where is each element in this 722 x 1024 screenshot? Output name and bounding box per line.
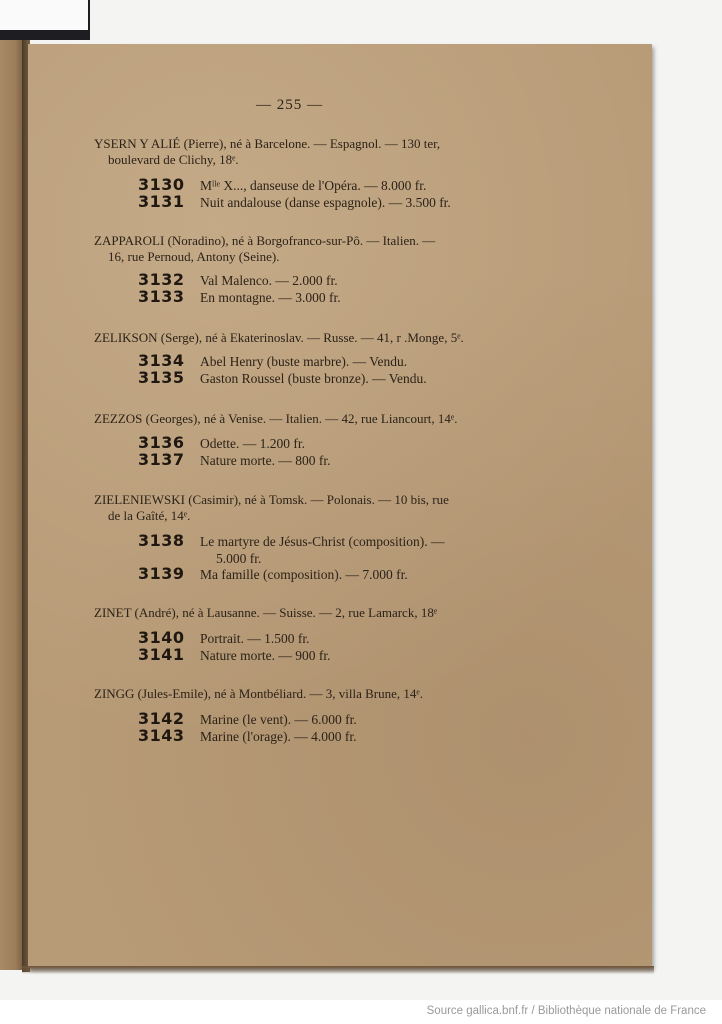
entry-number: 3132 xyxy=(138,270,185,289)
catalogue-entry xyxy=(138,646,330,664)
entry-title: Marine (l'orage). — 4.000 fr. xyxy=(200,729,357,744)
entry-title: Nature morte. — 900 fr. xyxy=(200,648,331,663)
entry-title: Nuit andalouse (danse espagnole). — 3.500 fr. xyxy=(200,195,451,210)
catalogue-entry xyxy=(138,288,341,306)
entry-price: 5.000 fr. xyxy=(216,551,262,566)
artist-line: ZINGG (Jules-Emile), né à Montbéliard. — 3, villa Brune, 14ᵉ. xyxy=(94,686,423,701)
artist-header xyxy=(94,686,423,702)
entry-title: Le martyre de Jésus-Christ (composition). — xyxy=(200,534,445,549)
entry-title: Gaston Roussel (buste bronze). — Vendu. xyxy=(200,371,427,386)
artist-address: de la Gaîté, 14ᵉ. xyxy=(108,508,191,523)
catalogue-entry xyxy=(138,451,330,469)
cover-flyleaf xyxy=(0,0,88,30)
entry-number: 3134 xyxy=(138,351,185,370)
artist-line: YSERN Y ALIÉ (Pierre), né à Barcelone. — Espagnol. — 130 ter, xyxy=(94,136,441,151)
entry-number: 3143 xyxy=(138,726,185,745)
artist-line: ZIELENIEWSKI (Casimir), né à Tomsk. — Polonais. — 10 bis, rue xyxy=(94,492,449,507)
entry-number: 3138 xyxy=(138,531,185,550)
entry-number: 3130 xyxy=(138,175,185,194)
entry-title: Mˡˡᵉ X..., danseuse de l'Opéra. — 8.000 fr. xyxy=(200,178,427,193)
artist-line: ZAPPAROLI (Noradino), né à Borgofranco-sur-Pô. — Italien. — xyxy=(94,233,436,248)
page-shadow xyxy=(22,966,654,974)
entry-title: Portrait. — 1.500 fr. xyxy=(200,631,310,646)
artist-header xyxy=(94,492,449,524)
artist-header xyxy=(94,233,435,265)
entry-title: Abel Henry (buste marbre). — Vendu. xyxy=(200,354,408,369)
entry-title: Val Malenco. — 2.000 fr. xyxy=(200,273,338,288)
artist-header xyxy=(94,136,440,168)
entry-number: 3139 xyxy=(138,564,185,583)
entry-number: 3137 xyxy=(138,450,185,469)
catalogue-entry xyxy=(138,727,357,745)
artist-address: boulevard de Clichy, 18ᵉ. xyxy=(108,152,239,167)
artist-line: ZEZZOS (Georges), né à Venise. — Italien. — 42, rue Liancourt, 14ᵉ. xyxy=(94,411,458,426)
entry-number: 3141 xyxy=(138,645,185,664)
artist-line: ZINET (André), né à Lausanne. — Suisse. — 2, rue Lamarck, 18ᵉ xyxy=(94,605,438,620)
page-number: — 255 — xyxy=(256,97,323,113)
entry-number: 3131 xyxy=(138,192,185,211)
artist-header xyxy=(94,605,437,621)
entry-title: Odette. — 1.200 fr. xyxy=(200,436,305,451)
artist-header xyxy=(94,330,464,346)
entry-number: 3135 xyxy=(138,368,185,387)
entry-title: Nature morte. — 800 fr. xyxy=(200,453,331,468)
entry-number: 3140 xyxy=(138,628,185,647)
entry-number: 3142 xyxy=(138,709,185,728)
artist-line: ZELIKSON (Serge), né à Ekaterinoslav. — Russe. — 41, r .Monge, 5ᵉ. xyxy=(94,330,464,345)
artist-address: 16, rue Pernoud, Antony (Seine). xyxy=(108,249,280,264)
catalogue-entry xyxy=(138,369,427,387)
entry-title: Marine (le vent). — 6.000 fr. xyxy=(200,712,357,727)
catalogue-entry xyxy=(138,532,444,567)
entry-number: 3133 xyxy=(138,287,185,306)
source-attribution: Source gallica.bnf.fr / Bibliothèque nationale de France xyxy=(426,1005,706,1017)
artist-header xyxy=(94,411,458,427)
catalogue-entry xyxy=(138,193,451,211)
entry-title: Ma famille (composition). — 7.000 fr. xyxy=(200,567,408,582)
catalogue-entry xyxy=(138,565,408,583)
entry-title: En montagne. — 3.000 fr. xyxy=(200,290,341,305)
entry-number: 3136 xyxy=(138,433,185,452)
